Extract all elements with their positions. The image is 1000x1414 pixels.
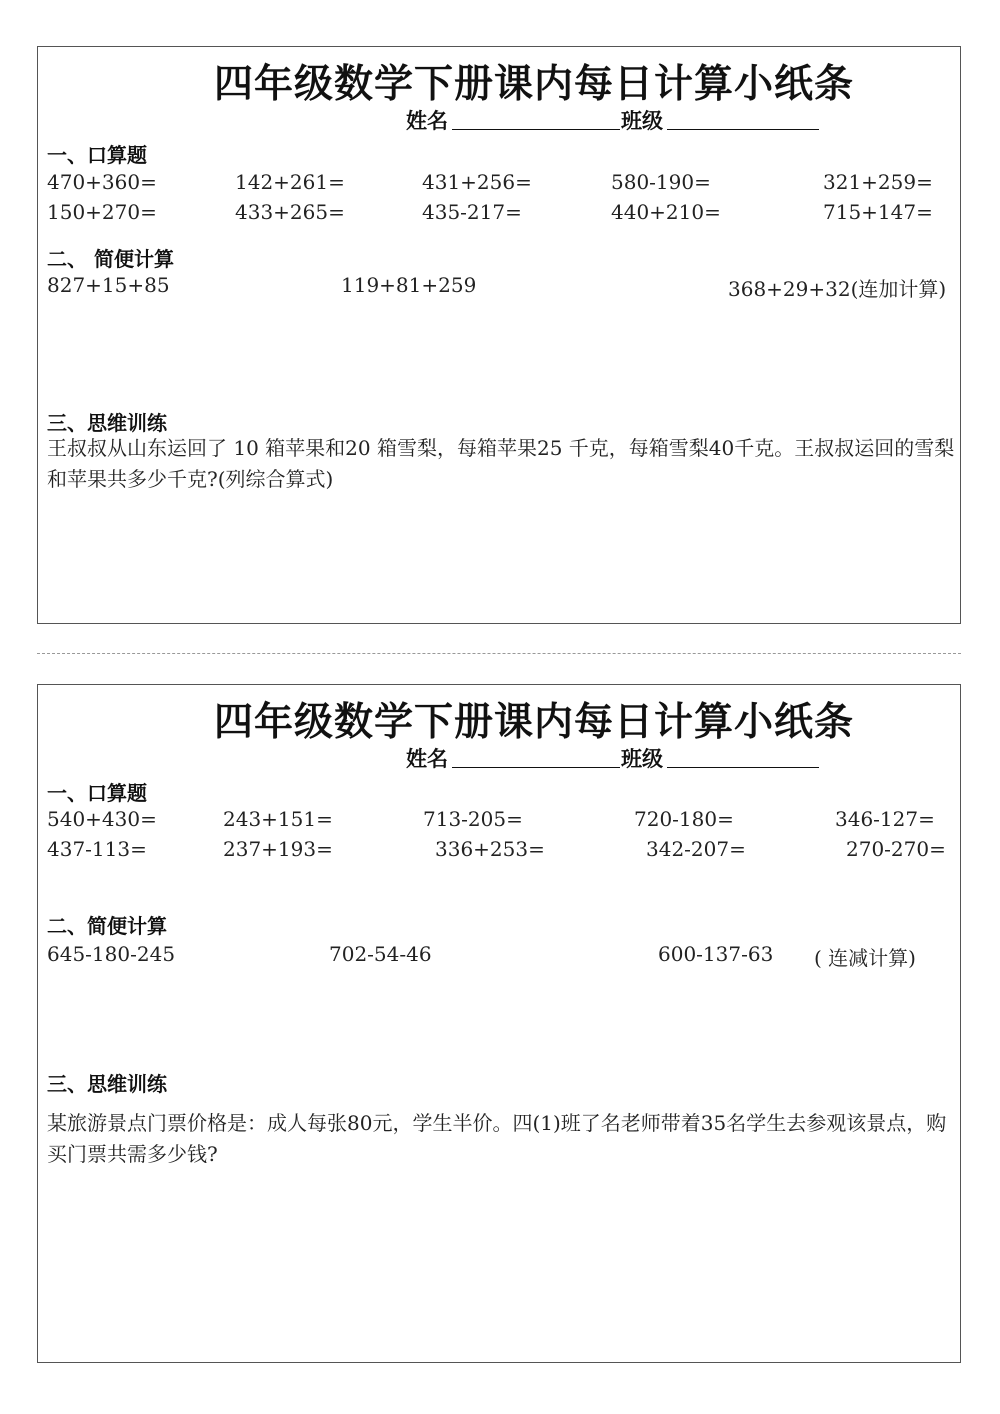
- oral-problem: 437-113=: [47, 837, 147, 861]
- oral-problem: 237+193=: [223, 837, 333, 861]
- worksheet-card: [37, 46, 961, 624]
- oral-problem: 720-180=: [634, 807, 734, 831]
- oral-problem: 435-217=: [422, 200, 522, 224]
- oral-problem: 150+270=: [47, 200, 157, 224]
- name-blank[interactable]: [452, 129, 620, 130]
- worksheet-title: 四年级数学下册课内每日计算小纸条: [213, 61, 854, 107]
- simple-problem-note: ( 连减计算): [814, 946, 916, 970]
- oral-problem: 540+430=: [47, 807, 157, 831]
- class-blank[interactable]: [667, 767, 819, 768]
- oral-problem: 470+360=: [47, 170, 157, 194]
- simple-problem: 702-54-46: [329, 942, 432, 966]
- cut-line: [37, 653, 961, 654]
- oral-problem: 142+261=: [235, 170, 345, 194]
- worksheet-card: [37, 684, 961, 1363]
- oral-problem: 713-205=: [423, 807, 523, 831]
- simple-problem: 368+29+32(连加计算): [728, 277, 947, 301]
- oral-problem: 346-127=: [835, 807, 935, 831]
- simple-problem: 645-180-245: [47, 942, 176, 966]
- section-thinking-title: 三、思维训练: [47, 1072, 167, 1096]
- simple-problem: 600-137-63: [658, 942, 774, 966]
- simple-problem: 827+15+85: [47, 273, 170, 297]
- oral-problem: 431+256=: [422, 170, 532, 194]
- section-simple-title: 二、简便计算: [47, 914, 167, 938]
- oral-problem: 715+147=: [823, 200, 933, 224]
- worksheet-title: 四年级数学下册课内每日计算小纸条: [213, 699, 854, 745]
- oral-problem: 243+151=: [223, 807, 333, 831]
- oral-problem: 336+253=: [435, 837, 545, 861]
- class-blank[interactable]: [667, 129, 819, 130]
- name-label: 姓名: [406, 746, 448, 771]
- oral-problem: 433+265=: [235, 200, 345, 224]
- section-thinking-title: 三、思维训练: [47, 411, 167, 435]
- name-label: 姓名: [406, 108, 448, 133]
- name-blank[interactable]: [452, 767, 620, 768]
- oral-problem: 440+210=: [611, 200, 721, 224]
- word-problem: 王叔叔从山东运回了 10 箱苹果和20 箱雪梨，每箱苹果25 千克，每箱雪梨40千克。王叔叔运回的雪梨和苹果共多少千克?(列综合算式): [47, 436, 955, 491]
- oral-problem: 342-207=: [646, 837, 746, 861]
- oral-problem: 321+259=: [823, 170, 933, 194]
- section-oral-title: 一、口算题: [47, 143, 147, 167]
- word-problem: 某旅游景点门票价格是：成人每张80元，学生半价。四(1)班了名老师带着35名学生去参观该景点，购买门票共需多少钱?: [47, 1111, 947, 1166]
- oral-problem: 270-270=: [846, 837, 946, 861]
- simple-problem: 119+81+259: [341, 273, 477, 297]
- section-oral-title: 一、口算题: [47, 781, 147, 805]
- oral-problem: 580-190=: [611, 170, 711, 194]
- class-label: 班级: [621, 746, 663, 771]
- class-label: 班级: [621, 108, 663, 133]
- section-simple-title: 二、 简便计算: [47, 247, 174, 271]
